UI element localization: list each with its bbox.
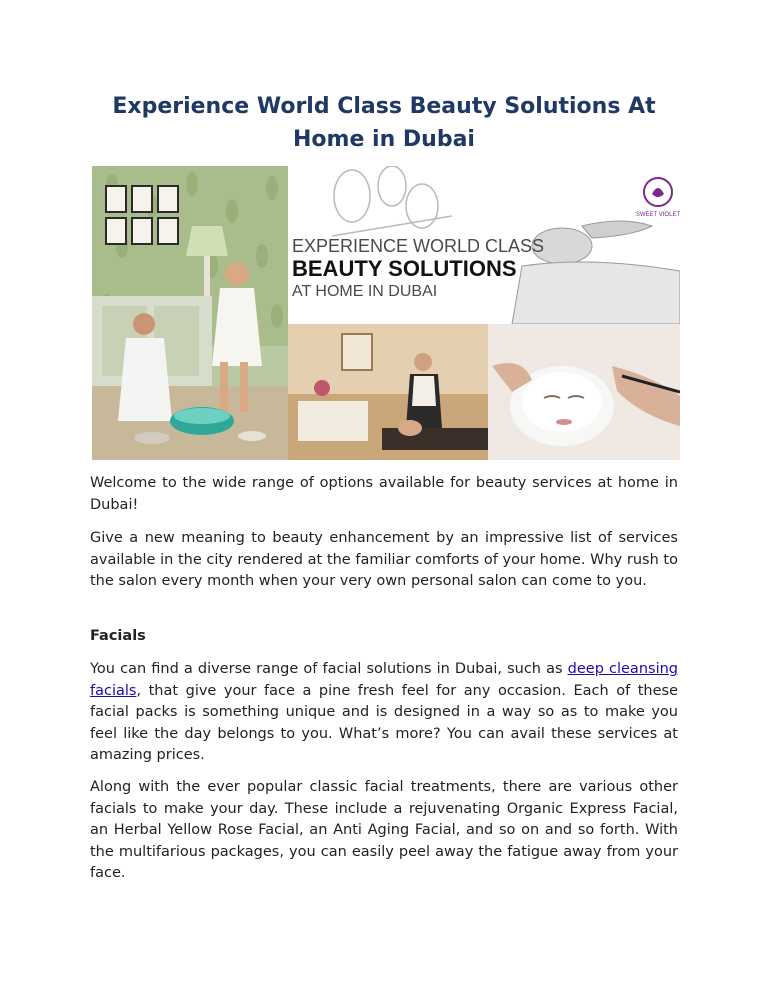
treatment-room-photo <box>288 324 488 460</box>
facials-heading: Facials <box>90 628 146 644</box>
banner-line-3: AT HOME IN DUBAI <box>292 283 438 300</box>
deep-cleansing-facials-link[interactable]: deep cleansing facials <box>90 661 678 699</box>
page-title: Experience World Class Beauty Solutions At Home in Dubai <box>112 94 656 152</box>
logo-text: SWEET VIOLET <box>635 212 680 218</box>
banner-line-1: EXPERIENCE WORLD CLASS <box>292 236 545 256</box>
facials-text-after-link: , that give your face a pine fresh feel for any occasion. Each of these facial packs is something unique and is designed in a way so as to make you feel like the day belongs to you. What’s more? You can avail these services at amazing prices. <box>90 682 678 763</box>
facials-paragraph-2: Along with the ever popular classic facial treatments, there are various other facials to make your day. These include a rejuvenating Organic Express Facial, an Herbal Yellow Rose Facial, an Anti Aging Facial, and so on and so forth. With the multifarious packages, you can easily peel away the fatigue away from your face. <box>90 779 678 881</box>
banner-line-2: BEAUTY SOLUTIONS <box>292 256 517 281</box>
facials-paragraph-1 <box>90 659 678 767</box>
hero-banner-image <box>92 166 680 460</box>
intro-paragraph: Welcome to the wide range of options available for beauty services at home in Dubai! <box>90 475 678 513</box>
banner-text-panel <box>288 166 680 324</box>
services-paragraph: Give a new meaning to beauty enhancement by an impressive list of services available in the city rendered at the familiar comforts of your home. Why rush to the salon every month when your very own personal salon can come to you. <box>90 530 678 589</box>
facial-mask-photo <box>488 324 680 460</box>
home-pedicure-photo <box>92 166 288 460</box>
facials-text-before-link: You can find a diverse range of facial solutions in Dubai, such as <box>90 661 568 677</box>
